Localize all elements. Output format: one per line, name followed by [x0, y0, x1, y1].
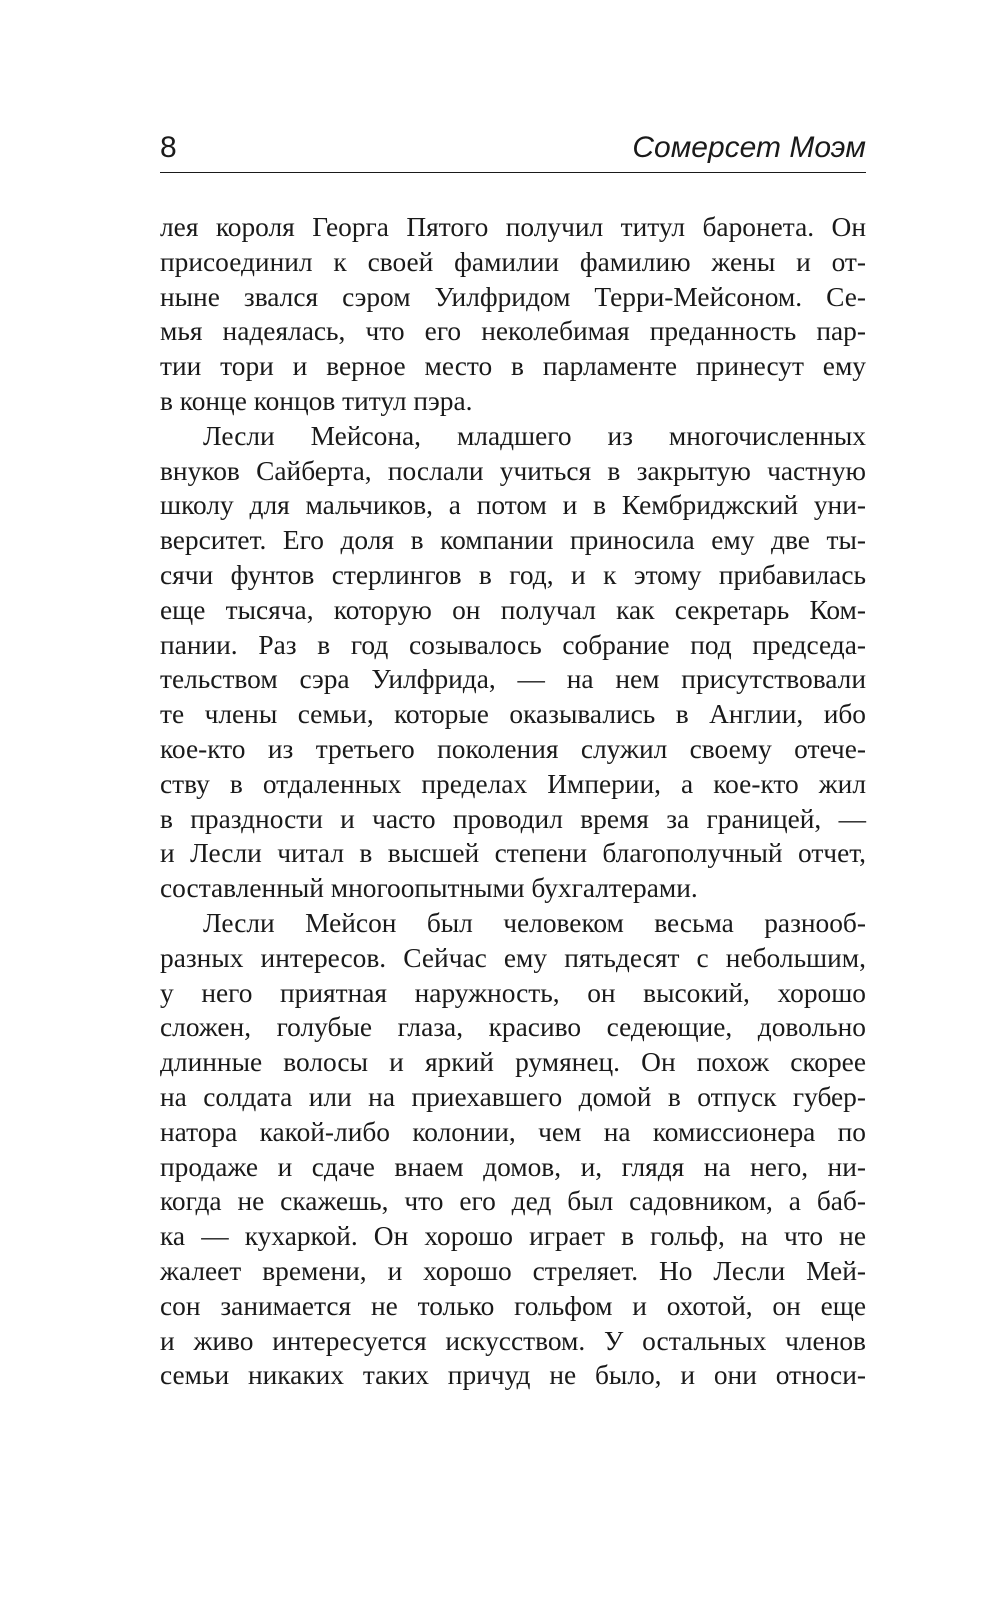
text-line: внуков Сайберта, послали учиться в закрытую частную [160, 455, 866, 486]
text-line: еще тысяча, которую он получал как секретарь Ком- [160, 594, 866, 625]
text-line: когда не скажешь, что его дед был садовником, а баб- [160, 1186, 866, 1217]
text-line: длинные волосы и яркий румянец. Он похож скорее [160, 1047, 866, 1078]
text-line: разных интересов. Сейчас ему пятьдесят с небольшим, [160, 942, 866, 973]
text-line: ка — кухаркой. Он хорошо играет в гольф, на что не [160, 1221, 866, 1252]
text-line: присоединил к своей фамилии фамилию жены и от- [160, 246, 866, 277]
page-number: 8 [160, 131, 177, 164]
text-line: составленный многоопытными бухгалтерами. [160, 873, 698, 904]
text-line: семьи никаких таких причуд не было, и они относи- [160, 1360, 866, 1391]
text-line: те члены семьи, которые оказывались в Англии, ибо [160, 699, 866, 730]
text-line: Лесли Мейсона, младшего из многочисленных [203, 420, 866, 451]
text-line: и живо интересуется искусством. У остальных членов [160, 1325, 866, 1356]
text-line: в праздности и часто проводил время за границей, — [160, 803, 866, 834]
body-text [160, 210, 866, 1393]
text-line: и Лесли читал в высшей степени благополучный отчет, [160, 838, 866, 869]
text-line: школу для мальчиков, а потом и в Кембриджский уни- [160, 490, 866, 521]
text-line: сложен, голубые глаза, красиво седеющие, довольно [160, 1012, 866, 1043]
text-line: пании. Раз в год созывалось собрание под председа- [160, 629, 866, 660]
text-line: на солдата или на приехавшего домой в отпуск губер- [160, 1081, 866, 1112]
text-line: кое-кто из третьего поколения служил своему отече- [160, 733, 866, 764]
running-title: Сомерсет Моэм [632, 131, 866, 164]
text-line: тельством сэра Уилфрида, — на нем присутствовали [160, 664, 866, 695]
running-head [160, 128, 866, 173]
text-line: ныне звался сэром Уилфридом Терри-Мейсоном. Се- [160, 281, 866, 312]
text-line: жалеет времени, и хорошо стреляет. Но Лесли Мей- [160, 1255, 866, 1286]
text-line: верситет. Его доля в компании приносила ему две ты- [160, 525, 866, 556]
text-line: в конце концов титул пэра. [160, 385, 473, 416]
text-line: натора какой-либо колонии, чем на комиссионера по [160, 1116, 866, 1147]
text-line: у него приятная наружность, он высокий, хорошо [160, 977, 866, 1008]
text-line: продаже и сдаче внаем домов, и, глядя на него, ни- [160, 1151, 866, 1182]
text-line: Лесли Мейсон был человеком весьма разнооб- [203, 907, 866, 938]
text-line: тии тори и верное место в парламенте принесут ему [160, 351, 866, 382]
text-line: ству в отдаленных пределах Империи, а кое-кто жил [160, 768, 866, 799]
text-line: сячи фунтов стерлингов в год, и к этому прибавилась [160, 559, 866, 590]
text-line: мья надеялась, что его неколебимая преданность пар- [160, 316, 866, 347]
text-line: лея короля Георга Пятого получил титул баронета. Он [160, 212, 866, 242]
text-line: сон занимается не только гольфом и охотой, он еще [160, 1290, 866, 1321]
